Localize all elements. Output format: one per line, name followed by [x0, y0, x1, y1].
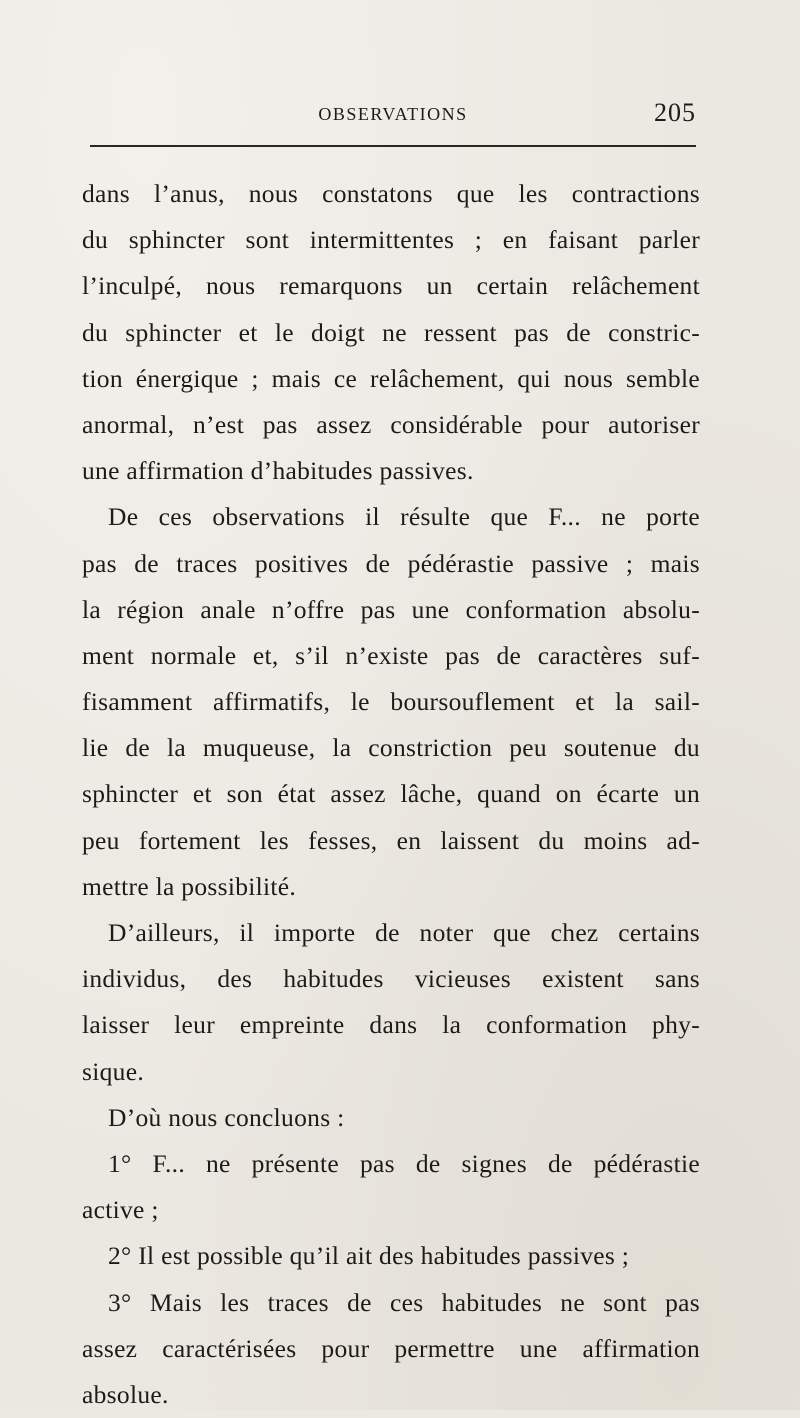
- text-line: active ;: [82, 1195, 159, 1225]
- text-line: sphincter et son état assez lâche, quand on écarte un: [82, 779, 700, 809]
- text-line: De ces observations il résulte que F... ne porte: [108, 502, 700, 532]
- text-line: fisamment affirmatifs, le boursouflement et la sail-: [82, 687, 700, 717]
- body-text: [82, 171, 700, 1418]
- text-line: D’ailleurs, il importe de noter que chez certains: [108, 918, 700, 947]
- running-header: [90, 100, 696, 136]
- text-line: tion énergique ; mais ce relâchement, qui nous semble: [82, 363, 700, 393]
- text-line: du sphincter et le doigt ne ressent pas de constric-: [82, 317, 700, 347]
- text-line: 1° F... ne présente pas de signes de pédérastie: [108, 1148, 700, 1178]
- text-line: D’où nous concluons :: [108, 1102, 345, 1132]
- text-line: sique.: [82, 1056, 145, 1086]
- text-line: anormal, n’est pas assez considérable pour autoriser: [82, 409, 700, 439]
- text-line: absolue.: [82, 1379, 169, 1409]
- text-line: 2° Il est possible qu’il ait des habitudes passives ;: [108, 1241, 630, 1271]
- header-rule: [90, 145, 696, 147]
- text-line: ment normale et, s’il n’existe pas de caractères suf-: [82, 640, 700, 670]
- text-line: une affirmation d’habitudes passives.: [82, 456, 474, 486]
- text-line: dans l’anus, nous constatons que les contractions: [82, 179, 700, 208]
- text-line: individus, des habitudes vicieuses existent sans: [82, 964, 700, 994]
- text-line: pas de traces positives de pédérastie passive ; mais: [82, 548, 700, 578]
- text-line: lie de la muqueuse, la constriction peu soutenue du: [82, 733, 700, 763]
- text-line: peu fortement les fesses, en laissent du moins ad-: [82, 825, 700, 855]
- text-line: 3° Mais les traces de ces habitudes ne sont pas: [108, 1287, 700, 1317]
- page-number: 205: [654, 98, 696, 127]
- text-line: du sphincter sont intermittentes ; en faisant parler: [82, 225, 700, 255]
- text-line: la région anale n’offre pas une conformation absolu-: [82, 594, 700, 624]
- text-line: assez caractérisées pour permettre une affirmation: [82, 1333, 700, 1363]
- text-line: l’inculpé, nous remarquons un certain relâchement: [82, 271, 700, 301]
- running-title: OBSERVATIONS: [318, 104, 468, 124]
- text-line: laisser leur empreinte dans la conformation phy-: [82, 1010, 700, 1040]
- text-line: mettre la possibilité.: [82, 871, 297, 901]
